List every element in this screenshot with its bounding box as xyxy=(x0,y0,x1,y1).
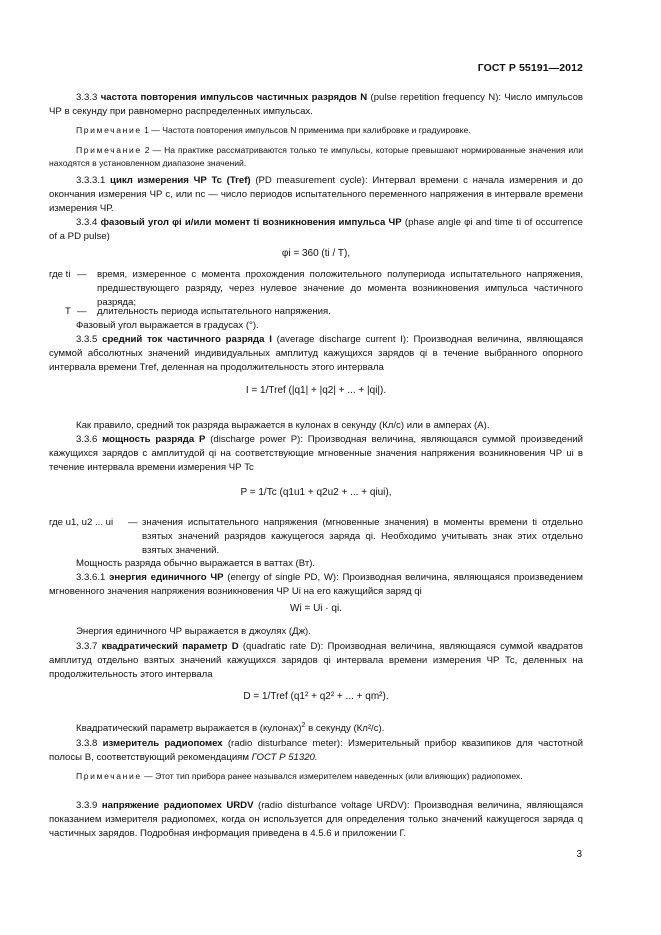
section-3-3-6 xyxy=(49,433,583,475)
section-definition: Измерительный прибор квазипиков для частотной полосы В, соответствующий рекомендациям xyxy=(49,738,584,763)
section-3-3-9 xyxy=(49,799,583,841)
section-3-3-7 xyxy=(49,640,583,682)
energy-unit-text: Энергия единичного ЧР выражается в джоулях (Дж). xyxy=(76,626,311,637)
definition-text: время, измеренное с момента прохождения положительного полупериода испытательного напряжения, предшествующего разряду, через нулевое значение до момента возникновения импульса частичного разряда; xyxy=(97,269,583,308)
standard-reference: ГОСТ Р 51320. xyxy=(251,752,318,763)
section-term: частота повторения импульсов частичных разрядов N xyxy=(100,92,368,103)
section-term-en: (phase angle φi and time ti of occurrence of a PD pulse) xyxy=(49,217,583,242)
note-label: Примечание xyxy=(76,125,142,135)
section-number: 3.3.7 xyxy=(76,641,98,652)
definition-term: T xyxy=(65,306,71,317)
section-definition: Производная величина, являющаяся суммой квадратов амплитуд отдельно взятых значений кажущихся зарядов qi интервала времени измерения ЧР Tc, деленных на продолжительность этого интервала xyxy=(49,641,583,680)
section-number: 3.3.6.1 xyxy=(76,572,106,583)
section-term-en: (pulse repetition frequency N): xyxy=(370,92,502,103)
note-label: Примечание xyxy=(76,771,142,781)
section-definition: Производная величина, являющаяся произведением мгновенного значения напряжения возникновения ЧР Ui на его кажущийся заряд qi xyxy=(49,572,584,597)
section-3-3-4 xyxy=(49,216,583,244)
note-3 xyxy=(49,770,583,783)
formula-average-current: I = 1/Tref (|q1| + |q2| + ... + |qi|). xyxy=(245,385,387,396)
definition-t xyxy=(49,305,583,319)
section-3-3-3-1 xyxy=(49,174,583,216)
section-number: 3.3.6 xyxy=(76,434,98,445)
section-number: 3.3.4 xyxy=(76,217,98,228)
section-term-en: (radio disturbance meter): xyxy=(227,738,343,749)
section-number: 3.3.9 xyxy=(76,800,98,811)
section-3-3-8 xyxy=(49,737,583,765)
formula-quadratic-rate: D = 1/Tref (q1² + q2² + ... + qm²). xyxy=(243,691,389,702)
note-label: Примечание xyxy=(76,145,142,155)
section-number: 3.3.3 xyxy=(76,92,98,103)
section-definition: Производная величина, являющаяся суммой абсолютных значений индивидуальных амплитуд кажущихся зарядов qi в течение выбранного опорного интервала времени Tref, деленная на продолжительность этого интервала xyxy=(49,334,584,373)
section-term-en: (average discharge current I): xyxy=(276,334,409,345)
section-term: энергия единичного ЧР xyxy=(109,572,224,583)
definition-text: длительность периода испытательного напряжения. xyxy=(97,306,331,317)
section-term-en: (discharge power P): xyxy=(210,434,303,445)
definition-ti xyxy=(49,268,583,310)
definition-term: где u1, u2 ... ui xyxy=(49,517,114,528)
definition-dash: — xyxy=(77,306,87,317)
section-term: квадратический параметр D xyxy=(101,641,239,652)
current-unit-text: Как правило, средний ток разряда выражается в кулонах в секунду (Кл/с) или в амперах (А). xyxy=(76,420,490,431)
note-2 xyxy=(49,144,583,170)
section-term-en: (quadratic rate D): xyxy=(242,641,324,652)
formula-single-pd-energy: Wi = Ui · qi. xyxy=(290,603,342,614)
note-text: 2 — На практике рассматриваются только те импульсы, которые превышают нормированные значения или находятся в установленном диапазоне значений. xyxy=(49,145,583,168)
section-term: мощность разряда P xyxy=(102,434,206,445)
section-definition: Производная величина, являющаяся показанием измерителя радиопомех, когда он используется для определения только значений кажущегося заряда q частичных зарядов. Подробная информация приведена в 4.5.6 и приложении Г. xyxy=(49,800,584,839)
section-term: цикл измерения ЧР Tc (Tref) xyxy=(110,175,251,186)
section-term: средний ток частичного разряда I xyxy=(102,334,272,345)
definition-term: где ti xyxy=(49,269,71,280)
note-text: — Этот тип прибора ранее назывался измерителем наведенных (или влияющих) радиопомех. xyxy=(144,771,523,781)
phase-unit-text: Фазовый угол выражается в градусах (°). xyxy=(76,320,259,331)
note-1 xyxy=(49,124,583,137)
section-number: 3.3.3.1 xyxy=(76,175,106,186)
section-definition: Интервал времени с начала измерения и до окончания измерения ЧР c, или nc — число периодов испытательного переменного напряжения в интервале времени измерения ЧР. xyxy=(49,175,583,214)
note-text: 1 — Частота повторения импульсов N применима при калибровке и градуировке. xyxy=(144,125,471,135)
section-number: 3.3.5 xyxy=(76,334,98,345)
definition-dash: — xyxy=(77,269,87,280)
standard-header: ГОСТ Р 55191—2012 xyxy=(477,62,583,74)
formula-discharge-power: P = 1/Tc (q1u1 + q2u2 + ... + qiui), xyxy=(240,487,392,498)
section-number: 3.3.8 xyxy=(76,738,98,749)
section-definition: Число импульсов ЧР в секунду при равномерно распределенных импульсах. xyxy=(49,92,584,117)
section-definition: Производная величина, являющаяся суммой произведений кажущихся зарядов с амплитудой qi на соответствующие мгновенные значения напряжения возникновения ЧР ui в течение интервала времени измерения ЧР Tc xyxy=(49,434,584,473)
formula-phase-angle: φi = 360 (ti / T), xyxy=(281,248,351,259)
section-term: измеритель радиопомех xyxy=(102,738,223,749)
section-term-en: (PD measurement cycle): xyxy=(255,175,368,186)
section-3-3-3 xyxy=(49,91,583,119)
definition-dash: — xyxy=(128,517,138,528)
page-number: 3 xyxy=(576,849,582,860)
definition-u xyxy=(49,516,583,558)
section-term: фазовый угол φi и/или момент ti возникновения импульса ЧР xyxy=(100,217,402,228)
section-3-3-6-1 xyxy=(49,571,583,599)
quad-unit-main: Квадратический параметр выражается в (кулонах) xyxy=(76,723,302,734)
section-term: напряжение радиопомех URDV xyxy=(101,800,254,811)
quad-unit-text: Квадратический параметр выражается в (кулонах)$^2$ в секунду (Кл²/с). xyxy=(76,722,385,734)
section-term-en: (energy of single PD, W): xyxy=(227,572,339,583)
power-unit-text: Мощность разряда обычно выражается в ваттах (Вт). xyxy=(76,558,316,569)
quad-unit-rest: в секунду (Кл²/с). xyxy=(308,723,385,734)
definition-text: значения испытательного напряжения (мгновенные значения) в моменты времени ti отдельно взятых значений разрядов кажущегося заряда qi. Необходимо учитывать знак этих отдельно взятых значений. xyxy=(142,517,583,556)
section-term-en: (radio disturbance voltage URDV): xyxy=(258,800,410,811)
section-3-3-5 xyxy=(49,333,583,375)
